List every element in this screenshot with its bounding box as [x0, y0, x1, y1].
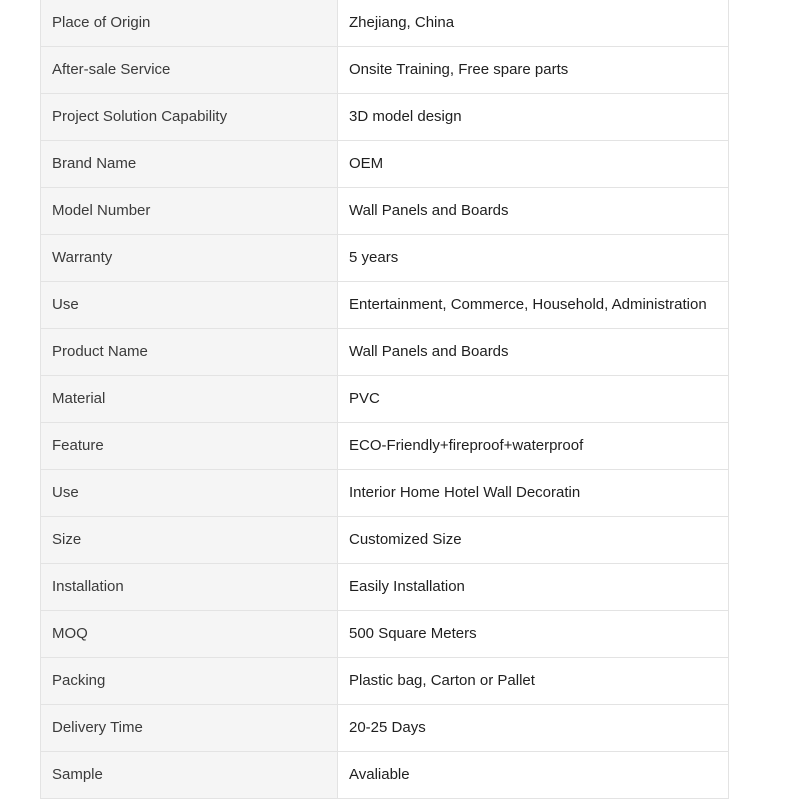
product-spec-table — [40, 0, 729, 799]
table-row — [41, 0, 729, 47]
table-row — [41, 94, 729, 141]
spec-value: Onsite Training, Free spare parts — [338, 47, 729, 94]
table-row — [41, 141, 729, 188]
table-row — [41, 611, 729, 658]
table-row — [41, 376, 729, 423]
table-row — [41, 188, 729, 235]
spec-value: Avaliable — [338, 752, 729, 799]
spec-value: Easily Installation — [338, 564, 729, 611]
spec-key: Place of Origin — [41, 0, 338, 47]
table-row — [41, 329, 729, 376]
spec-value: Wall Panels and Boards — [338, 188, 729, 235]
spec-value: Wall Panels and Boards — [338, 329, 729, 376]
spec-key: Use — [41, 470, 338, 517]
spec-key: Size — [41, 517, 338, 564]
spec-value: 500 Square Meters — [338, 611, 729, 658]
table-row — [41, 564, 729, 611]
spec-key: Installation — [41, 564, 338, 611]
spec-value: PVC — [338, 376, 729, 423]
table-row — [41, 470, 729, 517]
table-row — [41, 658, 729, 705]
spec-value: Customized Size — [338, 517, 729, 564]
spec-key: Brand Name — [41, 141, 338, 188]
table-row — [41, 423, 729, 470]
spec-value: ECO-Friendly+fireproof+waterproof — [338, 423, 729, 470]
spec-key: Warranty — [41, 235, 338, 282]
spec-key: After-sale Service — [41, 47, 338, 94]
spec-key: Sample — [41, 752, 338, 799]
table-row — [41, 47, 729, 94]
spec-key: MOQ — [41, 611, 338, 658]
spec-key: Delivery Time — [41, 705, 338, 752]
spec-key: Project Solution Capability — [41, 94, 338, 141]
table-row — [41, 282, 729, 329]
spec-key: Material — [41, 376, 338, 423]
spec-key: Product Name — [41, 329, 338, 376]
spec-value: OEM — [338, 141, 729, 188]
spec-value: 5 years — [338, 235, 729, 282]
spec-value: Plastic bag, Carton or Pallet — [338, 658, 729, 705]
spec-key: Use — [41, 282, 338, 329]
spec-value: 3D model design — [338, 94, 729, 141]
spec-value: 20-25 Days — [338, 705, 729, 752]
spec-value: Interior Home Hotel Wall Decoratin — [338, 470, 729, 517]
table-row — [41, 517, 729, 564]
spec-key: Packing — [41, 658, 338, 705]
spec-key: Model Number — [41, 188, 338, 235]
spec-value: Zhejiang, China — [338, 0, 729, 47]
spec-table-body — [41, 0, 729, 799]
spec-key: Feature — [41, 423, 338, 470]
spec-value: Entertainment, Commerce, Household, Administration — [338, 282, 729, 329]
table-row — [41, 705, 729, 752]
table-row — [41, 235, 729, 282]
table-row — [41, 752, 729, 799]
